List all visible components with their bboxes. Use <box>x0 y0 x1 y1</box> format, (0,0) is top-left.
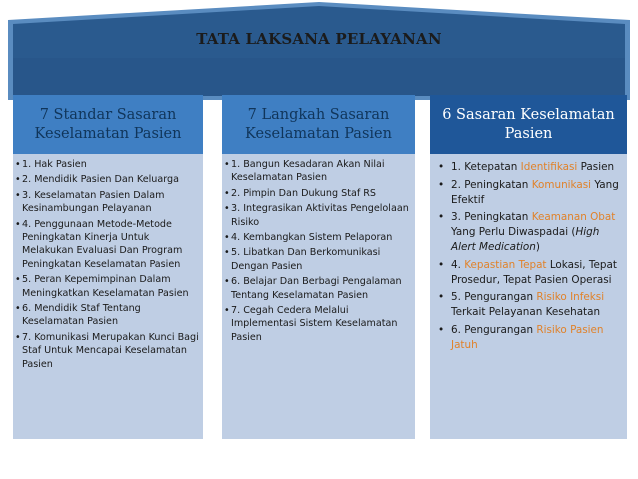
item-text: ) <box>535 240 540 253</box>
list-item <box>15 218 201 272</box>
item-text: 6. Belajar Dan Berbagi Pengalaman Tentang Keselamatan Pasien <box>231 276 402 301</box>
highlight-text: Komunikasi <box>531 178 592 191</box>
item-text: 7. Komunikasi Merupakan Kunci Bagi Staf Untuk Mencapai Keselamatan Pasien <box>22 331 199 370</box>
list-item <box>224 202 413 229</box>
column-heading: 7 Langkah Sasaran Keselamatan Pasien <box>222 95 415 154</box>
bullet-icon: • <box>438 178 445 191</box>
bullet-icon: • <box>15 331 21 343</box>
item-text: 6. Mendidik Staf Tentang Keselamatan Pasien <box>22 303 141 328</box>
column-heading: 7 Standar Sasaran Keselamatan Pasien <box>13 95 203 154</box>
list-item <box>224 187 413 200</box>
column-panel <box>13 154 203 439</box>
bullet-icon: • <box>224 276 230 288</box>
bullet-icon: • <box>224 187 230 199</box>
bullet-icon: • <box>15 218 21 230</box>
item-text: 4. <box>451 258 465 271</box>
list-item <box>15 331 201 371</box>
list-item <box>438 210 623 254</box>
item-text: 1. Hak Pasien <box>22 159 87 170</box>
list-item <box>438 290 623 320</box>
bullet-icon: • <box>224 159 230 170</box>
item-text: 1. Ketepatan <box>451 161 521 173</box>
bullet-icon: • <box>438 258 445 271</box>
bullet-icon: • <box>15 174 21 186</box>
item-text: 5. Pengurangan <box>451 291 537 304</box>
highlight-text: Kepastian Tepat <box>464 258 547 271</box>
list-item <box>15 273 201 300</box>
column-standar <box>13 95 203 439</box>
list-item <box>438 323 623 353</box>
list-item <box>15 302 201 329</box>
list-item <box>15 189 201 216</box>
item-text: 1. Bangun Kesadaran Akan Nilai Keselamatan Pasien <box>231 159 385 184</box>
column-panel <box>222 154 415 439</box>
list-item <box>438 178 623 208</box>
highlight-text: Risiko Pasien Jatuh <box>451 323 604 351</box>
bullet-icon: • <box>438 291 445 304</box>
item-text: Pasien <box>577 161 615 173</box>
highlight-text: Keamanan Obat <box>531 211 616 224</box>
item-text: Lokasi, Tepat Prosedur, Tepat Pasien Operasi <box>451 258 617 286</box>
highlight-text: Identifikasi <box>520 161 578 173</box>
list-item <box>438 258 623 288</box>
item-list <box>13 154 203 371</box>
bullet-icon: • <box>224 203 230 215</box>
item-text: Terkait Pelayanan Kesehatan <box>451 306 601 319</box>
item-text: 3. Integrasikan Aktivitas Pengelolaan Risiko <box>231 203 409 228</box>
bullet-icon: • <box>15 189 21 201</box>
item-list <box>222 154 415 344</box>
bullet-icon: • <box>15 159 21 170</box>
bullet-icon: • <box>438 161 445 173</box>
item-text: 3. Peningkatan <box>451 211 532 224</box>
item-text: 4. Kembangkan Sistem Pelaporan <box>231 232 393 244</box>
item-list <box>430 154 627 353</box>
list-item <box>15 158 201 171</box>
column-sasaran <box>430 95 627 439</box>
item-text: 2. Pimpin Dan Dukung Staf RS <box>231 187 377 199</box>
bullet-icon: • <box>224 247 230 259</box>
list-item <box>15 173 201 186</box>
bullet-icon: • <box>438 211 445 224</box>
item-text: Yang Efektif <box>451 178 619 206</box>
item-text: 6. Pengurangan <box>451 323 537 336</box>
column-panel <box>430 154 627 439</box>
bullet-icon: • <box>224 232 230 244</box>
list-item <box>224 275 413 302</box>
item-text: 4. Penggunaan Metode-Metode Peningkatan Kinerja Untuk Melakukan Evaluasi Dan Program Peningkatan Keselamatan Pasien <box>22 218 183 270</box>
item-text: 2. Mendidik Pasien Dan Keluarga <box>22 174 179 186</box>
list-item <box>224 304 413 344</box>
item-text: High Alert Medication <box>451 226 600 253</box>
list-item <box>438 160 623 175</box>
bullet-icon: • <box>224 305 230 317</box>
bullet-icon: • <box>438 323 445 336</box>
item-text: Yang Perlu Diwaspadai ( <box>451 226 576 239</box>
bullet-icon: • <box>15 303 21 315</box>
column-langkah <box>222 95 415 439</box>
roof-base <box>13 58 625 96</box>
bullet-icon: • <box>15 274 21 286</box>
list-item <box>224 231 413 244</box>
item-text: 7. Cegah Cedera Melalui Implementasi Sistem Keselamatan Pasien <box>231 305 398 343</box>
item-text: 2. Peningkatan <box>451 178 532 191</box>
list-item <box>224 158 413 185</box>
highlight-text: Risiko Infeksi <box>536 291 605 304</box>
item-text: 3. Keselamatan Pasien Dalam Kesinambungan Pelayanan <box>22 189 165 215</box>
list-item <box>224 246 413 273</box>
column-heading: 6 Sasaran Keselamatan Pasien <box>430 95 627 154</box>
page-title: TATA LAKSANA PELAYANAN <box>196 30 442 48</box>
item-text: 5. Libatkan Dan Berkomunikasi Dengan Pasien <box>231 247 381 272</box>
item-text: 5. Peran Kepemimpinan Dalam Meningkatkan Keselamatan Pasien <box>22 274 189 299</box>
